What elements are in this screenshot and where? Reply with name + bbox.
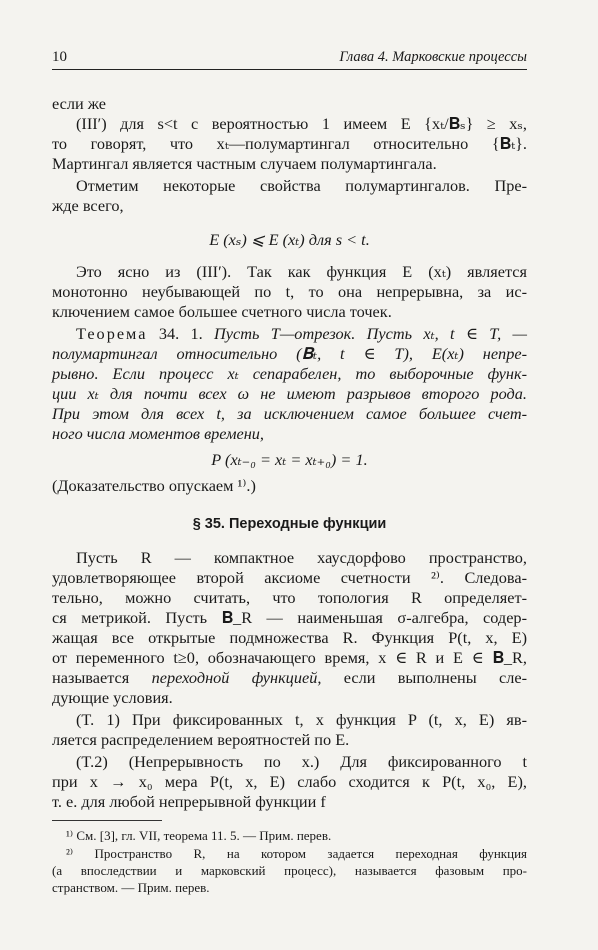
footnote-1: ¹⁾ См. [3], гл. VII, теорема 11. 5. — Прим. перев. xyxy=(66,828,332,843)
theorem-line: рывно. Если процесс xₜ сепарабелен, то выборочные функ- xyxy=(52,364,527,383)
theorem-text: Пусть T—отрезок. Пусть xₜ, t ∈ T, — xyxy=(202,324,527,343)
theorem-line: При этом для всех t, за исключением самое большее счет- xyxy=(52,404,527,423)
text-line: жащая все открытые подмножества R. Функция P(t, x, E) xyxy=(52,628,527,647)
section-heading: § 35. Переходные функции xyxy=(192,516,387,532)
definition-line xyxy=(52,668,527,688)
text-line: от переменного t≥0, обозначающего время, x ∈ R и E ∈ 𝐁_R, xyxy=(52,648,527,667)
formula-inequality: E (xₛ) ⩽ E (xₜ) для s < t. xyxy=(209,230,370,249)
theorem-number: 34. 1. xyxy=(147,324,203,343)
footnote-rule xyxy=(52,820,162,821)
text-line: удовлетворяющее второй аксиоме счетности ²⁾. Следова- xyxy=(52,568,527,587)
condition-T1: (T. 1) При фиксированных t, x функция P (t, x, E) яв- xyxy=(76,710,527,729)
text-line: ляется распределением вероятностей по E. xyxy=(52,730,350,749)
text-line: Мартингал является частным случаем полумартингала. xyxy=(52,154,437,173)
running-header xyxy=(52,47,527,70)
text-line: монотонно неубывающей по t, то она непрерывна, за ис- xyxy=(52,282,527,301)
theorem-line: ного числа моментов времени, xyxy=(52,424,264,443)
theorem-statement-start xyxy=(76,324,527,344)
text-run: если выполнены сле- xyxy=(321,668,527,687)
text-line: то говорят, что xₜ—полумартингал относительно {𝐁ₜ}. xyxy=(52,134,527,153)
paragraph-start: Пусть R — компактное хаусдорфово пространство, xyxy=(76,548,527,567)
text-line: ся метрикой. Пусть 𝐁_R — наименьшая σ-алгебра, содер- xyxy=(52,608,527,627)
theorem-line: полумартингал относительно (𝐁ₜ, t ∈ T), E(xₜ) непре- xyxy=(52,344,527,363)
paragraph-start: Отметим некоторые свойства полумартингалов. Пре- xyxy=(76,176,527,195)
theorem-line: ции xₜ для почти всех ω не имеют разрывов второго рода. xyxy=(52,384,527,403)
text-line: дующие условия. xyxy=(52,688,173,707)
footnote-2-line: странством. — Прим. перев. xyxy=(52,880,210,895)
paragraph-start: Это ясно из (III′). Так как функция E (xₜ) является xyxy=(76,262,527,281)
chapter-title: Глава 4. Марковские процессы xyxy=(339,49,527,65)
footnote-2-line: (а впоследствии и марковский процесс), называется фазовым про- xyxy=(52,863,527,878)
defined-term: переходной функцией, xyxy=(151,668,322,687)
text-line: если же xyxy=(52,94,107,113)
theorem-label: Теорема xyxy=(76,324,148,343)
condition-T2: (T.2) (Непрерывность по x.) Для фиксированного t xyxy=(76,752,527,771)
footnote-2: ²⁾ Пространство R, на котором задается переходная функция xyxy=(66,846,527,861)
text-line: т. е. для любой непрерывной функции f xyxy=(52,792,326,811)
text-line: ключением самое большее счетного числа точек. xyxy=(52,302,392,321)
text-run: называется xyxy=(52,668,152,687)
formula-probability: P (xₜ₋₀ = xₜ = xₜ₊₀) = 1. xyxy=(211,450,368,469)
text-line: тельно, можно считать, что топология R определяет- xyxy=(52,588,527,607)
page-number: 10 xyxy=(52,49,67,65)
condition-III-prime: (III′) для s<t с вероятностью 1 имеем E {xₜ/𝐁ₛ} ≥ xₛ, xyxy=(76,114,527,133)
proof-omitted-note: (Доказательство опускаем ¹⁾.) xyxy=(52,476,256,495)
text-line: при x → x₀ мера P(t, x, E) слабо сходится к P(t, x₀, E), xyxy=(52,772,527,791)
text-line: жде всего, xyxy=(52,196,124,215)
